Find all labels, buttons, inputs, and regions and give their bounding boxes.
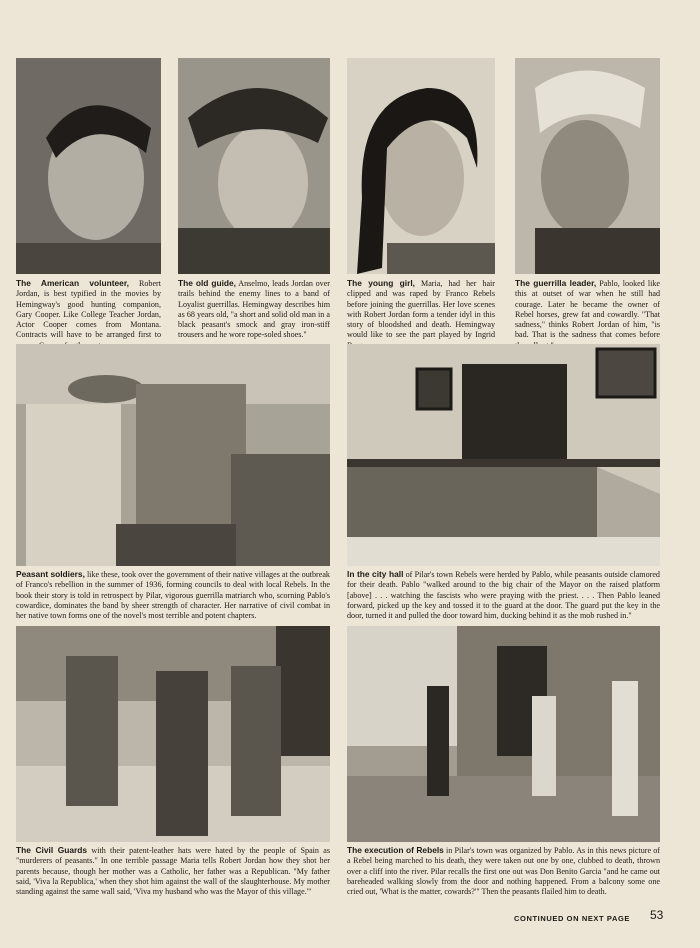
caption-civil-guards: The Civil Guards with their patent-leather hats were hated by the people of Spain as "murderers of peasants." In one terrible passage Maria tells Robert Jordan how they shot her parents because, though her mother was a Catholic, her father was a Republican. "My father said, 'Viva la Republica,' when they shot him against the wall of the slaughterhouse. My mother standing against the same wall said, 'Viva my husband who was the Mayor of this village.'" <box>16 845 330 897</box>
page-number: 53 <box>650 908 664 922</box>
photo-guerrilla-leader <box>515 58 660 274</box>
photo-city-hall <box>347 344 660 566</box>
caption-city-hall: In the city hall of Pilar's town Rebels were herded by Pablo, while peasants outside clamored for their death. Pablo "walked around to the big chair of the Mayor on the raised platform [above] . . . watching the fascists who were praying with the priest. . . . Then Pablo leaned forward, picked up the key and tossed it to the guard at the door. The guard put the key in the door, turned it and pulled the door toward him, ducking behind it as the mob rushed in." <box>347 569 660 621</box>
photo-execution <box>347 626 660 842</box>
caption-old-guide: The old guide, Anselmo, leads Jordan over trails behind the enemy lines to a band of Loyalist guerrillas. Hemingway describes him as 68 years old, "a short and solid old man in a black peasant's smock and gray iron-stiff trousers and he wore rope-soled shoes." <box>178 278 330 340</box>
continued-label: CONTINUED ON NEXT PAGE <box>514 914 630 923</box>
caption-execution: The execution of Rebels in Pilar's town was organized by Pablo. As in this news picture of a Rebel being marched to his death, they were taken out one by one, clubbed to death, thrown over a cliff into the river. Pilar recalls the first one out was Don Benito Garcia "and he came out bareheaded walking slowly from the door and nothing happened. From a balcony some one cried out, 'What is the matter, cowards?'" Then the peasants flailed him to death. <box>347 845 660 897</box>
photo-young-girl <box>347 58 495 274</box>
photo-civil-guards <box>16 626 330 842</box>
caption-young-girl: The young girl, Maria, had her hair clipped and was raped by Franco Rebels before joining the guerrillas. Her love scenes with Robert Jordan form a tender idyl in this story of bloodshed and death. Hemingway would like to see the part played by Ingrid <box>347 278 495 340</box>
photo-peasant-soldiers <box>16 344 330 566</box>
caption-american-volunteer: The American volunteer, Robert Jordan, is best typified in the movies by Hemingway's good hunting companion, Gary Cooper. Like College Teacher Jordan, Actor Cooper comes from Montana. Contracts will have to be arranged first to <box>16 278 161 340</box>
caption-peasant-soldiers: Peasant soldiers, like these, took over the government of their native villages at the outbreak of Franco's rebellion in the summer of 1936, forming councils to deal with local Rebels. In the book their story is told in retrospect by Pilar, vigorous guerrilla matriarch who, scorning Pablo's cowardice, dominates the band by sheer strength of character. Her narrative of civil combat in her native town forms one of the novel's most terrible and potent chapters. <box>16 569 330 621</box>
caption-guerrilla-leader: The guerrilla leader, Pablo, looked like this at outset of war when he still had courage. Later he became the owner of Rebel horses, grew fat and cowardly. "That sadness," thinks Robert Jordan of him, "is bad. That is the sadness that comes before <box>515 278 660 340</box>
photo-american-volunteer <box>16 58 161 274</box>
photo-old-guide <box>178 58 330 274</box>
